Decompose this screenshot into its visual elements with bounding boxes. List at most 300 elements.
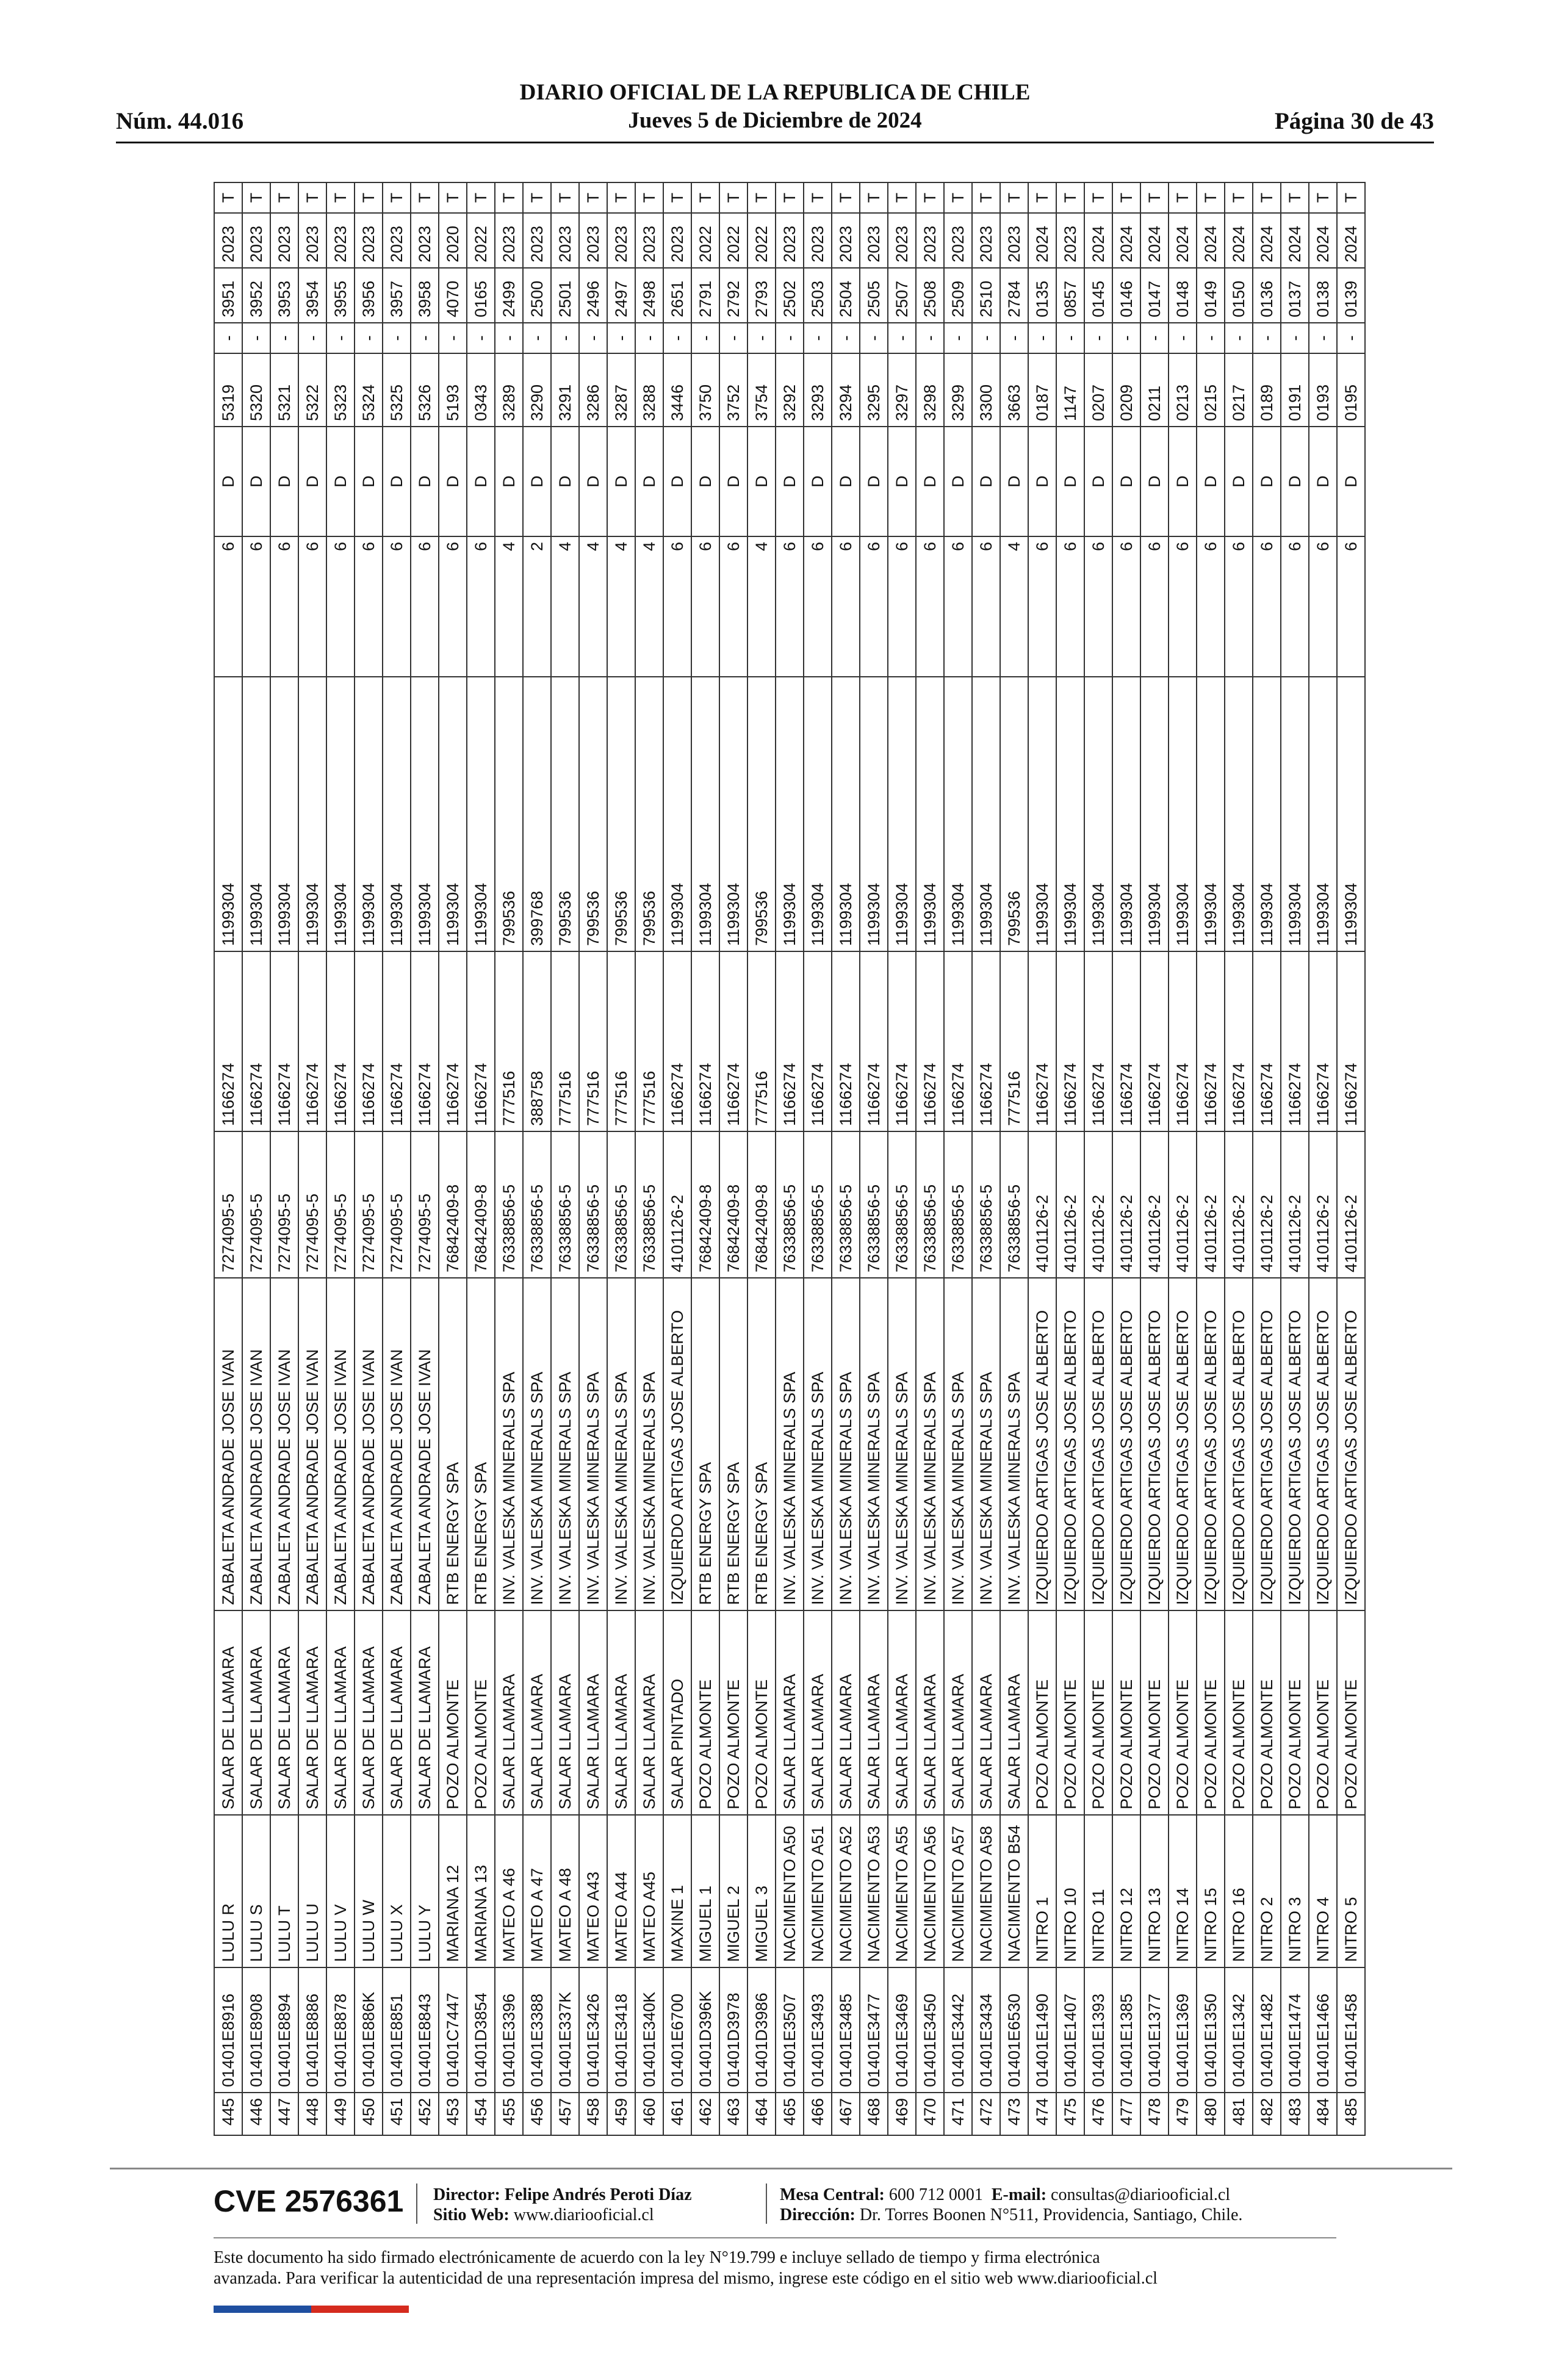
- table-cell: 1199304: [1140, 677, 1169, 951]
- table-cell: 1199304: [776, 677, 804, 951]
- table-cell: 2501: [551, 268, 579, 323]
- table-row: [1028, 182, 1056, 2135]
- table-cell: 4101126-2: [1140, 1131, 1169, 1278]
- table-cell: D: [1337, 427, 1365, 536]
- table-cell: T: [1140, 182, 1169, 213]
- table-cell: NITRO 5: [1337, 1815, 1365, 1967]
- table-cell: POZO ALMONTE: [439, 1610, 467, 1815]
- table-cell: NACIMIENTO A56: [916, 1815, 944, 1967]
- table-cell: 1199304: [832, 677, 860, 951]
- table-cell: 777516: [635, 951, 663, 1131]
- table-cell: -: [1084, 323, 1112, 353]
- table-cell: 01401E1342: [1225, 1967, 1253, 2093]
- table-cell: 4101126-2: [1169, 1131, 1197, 1278]
- table-cell: ZABALETA ANDRADE JOSE IVAN: [214, 1278, 242, 1610]
- table-cell: T: [1028, 182, 1056, 213]
- table-cell: -: [691, 323, 719, 353]
- table-cell: 3955: [326, 268, 355, 323]
- table-cell: 2504: [832, 268, 860, 323]
- table-cell: LULU U: [298, 1815, 326, 1967]
- table-cell: NACIMIENTO A53: [860, 1815, 888, 1967]
- table-cell: 1199304: [1197, 677, 1225, 951]
- table-cell: 2023: [214, 213, 242, 268]
- table-cell: T: [1253, 182, 1281, 213]
- table-cell: -: [972, 323, 1000, 353]
- table-cell: 2023: [663, 213, 691, 268]
- table-cell: 6: [242, 536, 270, 677]
- table-cell: T: [635, 182, 663, 213]
- table-cell: 2024: [1253, 213, 1281, 268]
- table-row: [776, 182, 804, 2135]
- table-cell: 1166274: [804, 951, 832, 1131]
- table-cell: 6: [972, 536, 1000, 677]
- table-cell: 1166274: [1337, 951, 1365, 1131]
- table-cell: 1199304: [1112, 677, 1140, 951]
- table-cell: 449: [326, 2093, 355, 2135]
- table-cell: D: [355, 427, 383, 536]
- table-cell: SALAR LLAMARA: [776, 1610, 804, 1815]
- table-cell: POZO ALMONTE: [1140, 1610, 1169, 1815]
- table-row: [523, 182, 551, 2135]
- table-cell: 3750: [691, 353, 719, 427]
- table-cell: 1166274: [691, 951, 719, 1131]
- table-cell: 6: [1084, 536, 1112, 677]
- table-cell: 01401D3986: [747, 1967, 776, 2093]
- table-cell: 01401E3493: [804, 1967, 832, 2093]
- table-cell: -: [214, 323, 242, 353]
- table-cell: 1199304: [1225, 677, 1253, 951]
- table-cell: POZO ALMONTE: [1253, 1610, 1281, 1815]
- table-cell: 76338856-5: [860, 1131, 888, 1278]
- table-cell: NITRO 10: [1056, 1815, 1084, 1967]
- table-cell: D: [579, 427, 607, 536]
- table-cell: 01401E886K: [355, 1967, 383, 2093]
- table-cell: IZQUIERDO ARTIGAS JOSE ALBERTO: [1225, 1278, 1253, 1610]
- table-row: [1112, 182, 1140, 2135]
- cve-code: CVE 2576361: [214, 2184, 404, 2218]
- table-cell: 6: [1197, 536, 1225, 677]
- table-cell: 1199304: [1337, 677, 1365, 951]
- table-cell: MATEO A44: [607, 1815, 635, 1967]
- table-cell: T: [916, 182, 944, 213]
- table-cell: SALAR LLAMARA: [944, 1610, 972, 1815]
- table-cell: NACIMIENTO A57: [944, 1815, 972, 1967]
- table-cell: 3291: [551, 353, 579, 427]
- table-cell: INV. VALESKA MINERALS SPA: [776, 1278, 804, 1610]
- footer-separator: [766, 2183, 767, 2224]
- table-cell: NITRO 12: [1112, 1815, 1140, 1967]
- table-cell: 0138: [1309, 268, 1337, 323]
- table-cell: 2: [523, 536, 551, 677]
- table-cell: INV. VALESKA MINERALS SPA: [579, 1278, 607, 1610]
- table-cell: NITRO 11: [1084, 1815, 1112, 1967]
- table-cell: 1199304: [214, 677, 242, 951]
- table-cell: 1199304: [888, 677, 916, 951]
- table-cell: SALAR LLAMARA: [832, 1610, 860, 1815]
- table-cell: 6: [776, 536, 804, 677]
- table-cell: 0191: [1281, 353, 1309, 427]
- table-cell: 76338856-5: [607, 1131, 635, 1278]
- table-cell: 0148: [1169, 268, 1197, 323]
- table-cell: 6: [663, 536, 691, 677]
- table-cell: 1199304: [1169, 677, 1197, 951]
- table-cell: 473: [1000, 2093, 1028, 2135]
- table-cell: -: [523, 323, 551, 353]
- table-cell: 1199304: [972, 677, 1000, 951]
- table-cell: 1199304: [298, 677, 326, 951]
- table-cell: 477: [1112, 2093, 1140, 2135]
- table-cell: 799536: [607, 677, 635, 951]
- table-cell: D: [860, 427, 888, 536]
- table-cell: 2024: [1225, 213, 1253, 268]
- signature-line-1: Este documento ha sido firmado electrónicamente de acuerdo con la ley N°19.799 e incluye sellado de tiempo y firma electrónica: [214, 2248, 1100, 2267]
- table-cell: 6: [804, 536, 832, 677]
- table-cell: RTB ENERGY SPA: [719, 1278, 747, 1610]
- records-table: [214, 182, 1366, 2136]
- table-cell: 2022: [467, 213, 495, 268]
- table-cell: 6: [944, 536, 972, 677]
- table-cell: 2023: [495, 213, 523, 268]
- table-cell: 4: [551, 536, 579, 677]
- table-cell: 6: [439, 536, 467, 677]
- table-cell: 76842409-8: [719, 1131, 747, 1278]
- table-cell: 799536: [495, 677, 523, 951]
- table-cell: 2499: [495, 268, 523, 323]
- table-cell: 0211: [1140, 353, 1169, 427]
- table-cell: D: [663, 427, 691, 536]
- table-cell: 2784: [1000, 268, 1028, 323]
- table-row: [214, 182, 242, 2135]
- table-cell: 3300: [972, 353, 1000, 427]
- table-cell: D: [1253, 427, 1281, 536]
- table-cell: POZO ALMONTE: [1084, 1610, 1112, 1815]
- table-cell: 3951: [214, 268, 242, 323]
- table-cell: T: [747, 182, 776, 213]
- table-cell: 01401E8851: [383, 1967, 411, 2093]
- table-cell: 1199304: [326, 677, 355, 951]
- records-table-container: [214, 183, 1360, 2136]
- table-cell: D: [495, 427, 523, 536]
- table-cell: -: [1140, 323, 1169, 353]
- table-cell: -: [663, 323, 691, 353]
- table-cell: 01401E8916: [214, 1967, 242, 2093]
- table-cell: 4101126-2: [1281, 1131, 1309, 1278]
- table-cell: IZQUIERDO ARTIGAS JOSE ALBERTO: [1028, 1278, 1056, 1610]
- table-cell: -: [1112, 323, 1140, 353]
- table-cell: 1166274: [1056, 951, 1084, 1131]
- table-cell: 458: [579, 2093, 607, 2135]
- table-cell: D: [383, 427, 411, 536]
- table-cell: 453: [439, 2093, 467, 2135]
- table-cell: 777516: [1000, 951, 1028, 1131]
- table-cell: 01401E3507: [776, 1967, 804, 2093]
- table-row: [972, 182, 1000, 2135]
- table-cell: 4: [635, 536, 663, 677]
- table-cell: INV. VALESKA MINERALS SPA: [1000, 1278, 1028, 1610]
- table-cell: LULU X: [383, 1815, 411, 1967]
- table-cell: D: [1225, 427, 1253, 536]
- table-cell: IZQUIERDO ARTIGAS JOSE ALBERTO: [1309, 1278, 1337, 1610]
- table-cell: RTB ENERGY SPA: [747, 1278, 776, 1610]
- table-cell: 6: [1028, 536, 1056, 677]
- table-cell: 1166274: [860, 951, 888, 1131]
- table-cell: 01401E6530: [1000, 1967, 1028, 2093]
- table-cell: 5193: [439, 353, 467, 427]
- table-cell: 01401E1369: [1169, 1967, 1197, 2093]
- table-cell: 01401E1482: [1253, 1967, 1281, 2093]
- table-row: [860, 182, 888, 2135]
- table-cell: 3290: [523, 353, 551, 427]
- table-cell: 799536: [579, 677, 607, 951]
- table-cell: T: [1197, 182, 1225, 213]
- table-cell: -: [607, 323, 635, 353]
- table-cell: D: [1084, 427, 1112, 536]
- table-cell: 3294: [832, 353, 860, 427]
- table-cell: 1166274: [326, 951, 355, 1131]
- table-cell: 76338856-5: [972, 1131, 1000, 1278]
- table-cell: 2651: [663, 268, 691, 323]
- table-cell: 6: [1337, 536, 1365, 677]
- table-cell: D: [326, 427, 355, 536]
- table-cell: 1166274: [1197, 951, 1225, 1131]
- table-cell: 0213: [1169, 353, 1197, 427]
- table-cell: D: [1112, 427, 1140, 536]
- table-cell: IZQUIERDO ARTIGAS JOSE ALBERTO: [1337, 1278, 1365, 1610]
- table-cell: T: [383, 182, 411, 213]
- table-cell: 469: [888, 2093, 916, 2135]
- table-cell: 454: [467, 2093, 495, 2135]
- table-cell: POZO ALMONTE: [1028, 1610, 1056, 1815]
- table-cell: 481: [1225, 2093, 1253, 2135]
- table-cell: NITRO 3: [1281, 1815, 1309, 1967]
- table-cell: 1199304: [691, 677, 719, 951]
- table-cell: -: [298, 323, 326, 353]
- table-cell: 461: [663, 2093, 691, 2135]
- table-cell: 3754: [747, 353, 776, 427]
- table-cell: 777516: [747, 951, 776, 1131]
- table-cell: 76842409-8: [439, 1131, 467, 1278]
- table-cell: 2024: [1028, 213, 1056, 268]
- table-cell: 2023: [888, 213, 916, 268]
- table-cell: -: [1169, 323, 1197, 353]
- table-cell: T: [242, 182, 270, 213]
- table-row: [495, 182, 523, 2135]
- table-cell: 2023: [270, 213, 298, 268]
- table-cell: -: [383, 323, 411, 353]
- address-line: [780, 2205, 1242, 2225]
- table-cell: LULU W: [355, 1815, 383, 1967]
- phone-email-line: [780, 2185, 1242, 2205]
- table-cell: 4: [495, 536, 523, 677]
- table-cell: MATEO A 47: [523, 1815, 551, 1967]
- table-cell: 2510: [972, 268, 1000, 323]
- email-label: E-mail:: [991, 2185, 1047, 2204]
- phone-label: Mesa Central:: [780, 2185, 885, 2204]
- table-cell: 1199304: [1281, 677, 1309, 951]
- table-cell: 76338856-5: [579, 1131, 607, 1278]
- table-cell: SALAR DE LLAMARA: [355, 1610, 383, 1815]
- table-cell: POZO ALMONTE: [1197, 1610, 1225, 1815]
- table-cell: 2507: [888, 268, 916, 323]
- table-cell: INV. VALESKA MINERALS SPA: [832, 1278, 860, 1610]
- table-cell: D: [411, 427, 439, 536]
- table-cell: 399768: [523, 677, 551, 951]
- table-row: [242, 182, 270, 2135]
- table-cell: 1199304: [860, 677, 888, 951]
- table-cell: T: [1309, 182, 1337, 213]
- table-cell: -: [355, 323, 383, 353]
- email-link[interactable]: consultas@diariooficial.cl: [1051, 2185, 1231, 2204]
- table-cell: NACIMIENTO A55: [888, 1815, 916, 1967]
- table-cell: 777516: [495, 951, 523, 1131]
- page-number: Página 30 de 43: [1274, 108, 1434, 134]
- table-cell: 1166274: [1253, 951, 1281, 1131]
- table-cell: 3299: [944, 353, 972, 427]
- table-cell: 7274095-5: [383, 1131, 411, 1278]
- table-cell: D: [270, 427, 298, 536]
- table-cell: -: [944, 323, 972, 353]
- table-cell: 01401E1466: [1309, 1967, 1337, 2093]
- table-cell: D: [298, 427, 326, 536]
- table-cell: 6: [832, 536, 860, 677]
- table-cell: 6: [860, 536, 888, 677]
- table-cell: 2020: [439, 213, 467, 268]
- table-cell: 4: [607, 536, 635, 677]
- table-cell: 01401E1377: [1140, 1967, 1169, 2093]
- table-cell: 0857: [1056, 268, 1084, 323]
- table-cell: 479: [1169, 2093, 1197, 2135]
- table-cell: INV. VALESKA MINERALS SPA: [495, 1278, 523, 1610]
- table-cell: 76338856-5: [1000, 1131, 1028, 1278]
- table-row: [551, 182, 579, 2135]
- table-row: [1056, 182, 1084, 2135]
- table-cell: 2023: [355, 213, 383, 268]
- table-cell: POZO ALMONTE: [747, 1610, 776, 1815]
- table-cell: -: [747, 323, 776, 353]
- table-cell: 76338856-5: [635, 1131, 663, 1278]
- table-cell: 01401D3854: [467, 1967, 495, 2093]
- table-cell: 01401E3418: [607, 1967, 635, 2093]
- table-row: [1253, 182, 1281, 2135]
- table-cell: ZABALETA ANDRADE JOSE IVAN: [242, 1278, 270, 1610]
- table-cell: INV. VALESKA MINERALS SPA: [635, 1278, 663, 1610]
- table-cell: D: [1281, 427, 1309, 536]
- table-cell: 1166274: [663, 951, 691, 1131]
- table-cell: NITRO 16: [1225, 1815, 1253, 1967]
- table-cell: 4101126-2: [1197, 1131, 1225, 1278]
- table-cell: 6: [1140, 536, 1169, 677]
- table-cell: 2023: [326, 213, 355, 268]
- table-cell: 1166274: [719, 951, 747, 1131]
- table-cell: 01401E3450: [916, 1967, 944, 2093]
- director-info: [433, 2185, 692, 2225]
- table-cell: SALAR LLAMARA: [888, 1610, 916, 1815]
- table-cell: 484: [1309, 2093, 1337, 2135]
- address-label: Dirección:: [780, 2205, 855, 2224]
- table-cell: POZO ALMONTE: [1169, 1610, 1197, 1815]
- table-cell: 3752: [719, 353, 747, 427]
- table-cell: 3954: [298, 268, 326, 323]
- table-cell: 3958: [411, 268, 439, 323]
- table-cell: 1166274: [832, 951, 860, 1131]
- table-cell: SALAR LLAMARA: [972, 1610, 1000, 1815]
- flag-red-segment: [311, 2306, 409, 2313]
- table-cell: 2023: [523, 213, 551, 268]
- table-cell: SALAR DE LLAMARA: [214, 1610, 242, 1815]
- table-cell: -: [1253, 323, 1281, 353]
- table-cell: 0195: [1337, 353, 1365, 427]
- table-cell: 6: [411, 536, 439, 677]
- table-cell: NACIMIENTO A52: [832, 1815, 860, 1967]
- table-cell: SALAR DE LLAMARA: [326, 1610, 355, 1815]
- table-cell: MIGUEL 3: [747, 1815, 776, 1967]
- table-row: [1337, 182, 1365, 2135]
- table-cell: D: [916, 427, 944, 536]
- table-cell: 76338856-5: [832, 1131, 860, 1278]
- table-cell: SALAR DE LLAMARA: [411, 1610, 439, 1815]
- table-cell: 1199304: [383, 677, 411, 951]
- table-row: [467, 182, 495, 2135]
- table-cell: -: [776, 323, 804, 353]
- table-cell: 4101126-2: [1309, 1131, 1337, 1278]
- table-cell: 2023: [635, 213, 663, 268]
- table-cell: T: [1169, 182, 1197, 213]
- table-cell: 459: [607, 2093, 635, 2135]
- table-cell: 6: [1253, 536, 1281, 677]
- table-cell: -: [551, 323, 579, 353]
- table-row: [355, 182, 383, 2135]
- table-cell: 0135: [1028, 268, 1056, 323]
- table-cell: D: [467, 427, 495, 536]
- table-row: [1169, 182, 1197, 2135]
- table-cell: 2023: [242, 213, 270, 268]
- table-cell: 6: [1112, 536, 1140, 677]
- table-cell: ZABALETA ANDRADE JOSE IVAN: [355, 1278, 383, 1610]
- table-cell: 5323: [326, 353, 355, 427]
- table-cell: 1166274: [439, 951, 467, 1131]
- table-cell: 0139: [1337, 268, 1365, 323]
- table-cell: ZABALETA ANDRADE JOSE IVAN: [326, 1278, 355, 1610]
- address-value: Dr. Torres Boonen N°511, Providencia, Santiago, Chile.: [859, 2205, 1243, 2224]
- table-cell: 4101126-2: [1337, 1131, 1365, 1278]
- table-cell: NITRO 14: [1169, 1815, 1197, 1967]
- table-row: [691, 182, 719, 2135]
- table-row: [888, 182, 916, 2135]
- table-row: [1197, 182, 1225, 2135]
- table-cell: 5322: [298, 353, 326, 427]
- table-cell: -: [579, 323, 607, 353]
- table-cell: 5326: [411, 353, 439, 427]
- table-row: [1140, 182, 1169, 2135]
- table-cell: 6: [467, 536, 495, 677]
- table-row: [326, 182, 355, 2135]
- table-cell: 799536: [1000, 677, 1028, 951]
- table-cell: 6: [1309, 536, 1337, 677]
- table-cell: 3446: [663, 353, 691, 427]
- table-cell: 01401E3469: [888, 1967, 916, 2093]
- table-cell: 01401E1385: [1112, 1967, 1140, 2093]
- table-cell: 01401E1474: [1281, 1967, 1309, 2093]
- table-cell: 466: [804, 2093, 832, 2135]
- table-cell: 76338856-5: [804, 1131, 832, 1278]
- table-cell: MATEO A43: [579, 1815, 607, 1967]
- table-cell: 76338856-5: [495, 1131, 523, 1278]
- website-link[interactable]: www.diariooficial.cl: [513, 2205, 654, 2224]
- table-cell: 3297: [888, 353, 916, 427]
- table-cell: 4101126-2: [1112, 1131, 1140, 1278]
- table-cell: 1166274: [1169, 951, 1197, 1131]
- table-cell: 446: [242, 2093, 270, 2135]
